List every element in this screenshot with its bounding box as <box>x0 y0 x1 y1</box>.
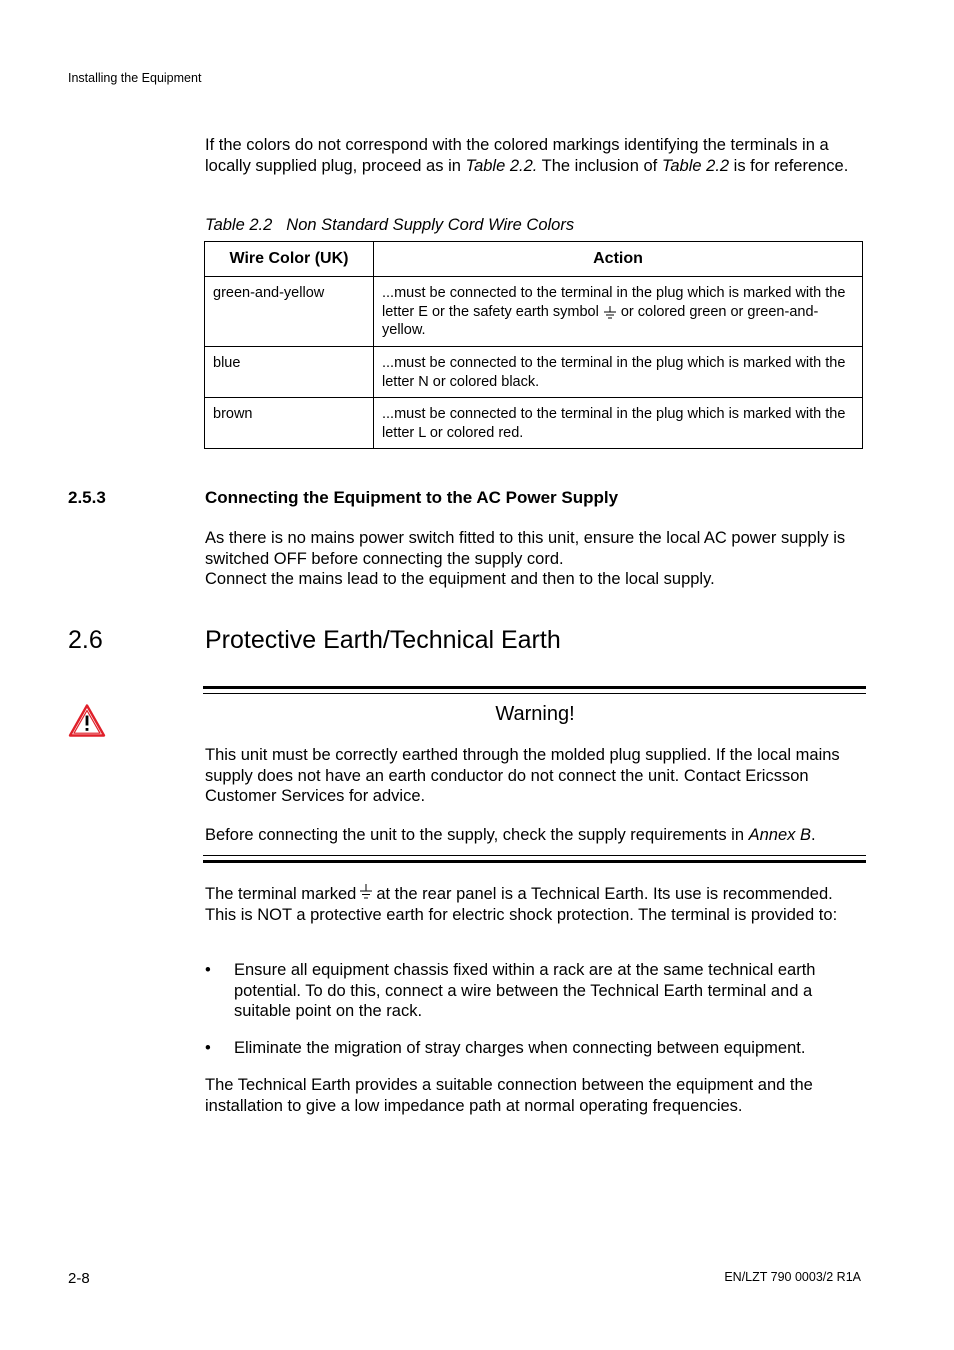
safety-earth-icon <box>603 305 617 319</box>
warning-bottom-rule <box>203 860 866 863</box>
intro-text: is for reference. <box>729 156 849 175</box>
technical-earth-text: at the rear panel is a Technical Earth. Its use is recommended. This is NOT a protective earth for electric shock protection. The terminal is provided to: <box>205 885 838 924</box>
warning-bottom-rule-thin <box>203 855 866 856</box>
warning-text: . <box>810 826 816 844</box>
column-header-action: Action <box>374 242 863 277</box>
table-reference: Table 2.2. <box>465 156 538 175</box>
technical-earth-text: The terminal marked <box>205 885 357 903</box>
document-id: EN/LZT 790 0003/2 R1A <box>724 1270 861 1284</box>
warning-text: Before connecting the unit to the supply, check the supply requirements in <box>205 826 749 844</box>
section-number: 2.6 <box>68 626 103 654</box>
closing-paragraph: The Technical Earth provides a suitable connection between the equipment and the installation to give a low impedance path at normal operating frequencies. <box>205 1076 813 1115</box>
table-row <box>205 277 863 347</box>
table-header-row <box>205 242 863 277</box>
intro-paragraph <box>205 135 865 176</box>
section-number: 2.5.3 <box>68 488 106 507</box>
list-item <box>205 1038 865 1059</box>
wire-color-cell: brown <box>205 398 374 449</box>
power-supply-text: Connect the mains lead to the equipment and then to the local supply. <box>205 570 715 588</box>
bullet-marker: • <box>205 1038 211 1057</box>
warning-triangle-icon <box>68 703 106 738</box>
table-row <box>205 347 863 398</box>
power-supply-text: As there is no mains power switch fitted to this unit, ensure the local AC power supply is switched OFF before connecting the supply cord. <box>205 529 846 568</box>
page-number: 2-8 <box>68 1270 90 1287</box>
wire-color-cell: blue <box>205 347 374 398</box>
bullet-marker: • <box>205 961 211 979</box>
column-header-wire-color: Wire Color (UK) <box>205 242 374 277</box>
annex-reference: Annex B <box>748 826 811 844</box>
technical-earth-paragraph <box>205 883 865 925</box>
table-caption-title: Non Standard Supply Cord Wire Colors <box>286 216 575 234</box>
running-header: Installing the Equipment <box>68 71 202 85</box>
table-caption-label: Table 2.2 <box>205 216 273 234</box>
power-supply-paragraph <box>205 528 865 590</box>
warning-top-rule <box>203 686 866 689</box>
table-caption <box>205 216 574 235</box>
action-cell <box>374 277 863 347</box>
table-row <box>205 398 863 449</box>
warning-top-rule-thin <box>203 693 866 694</box>
section-heading: Connecting the Equipment to the AC Power Supply <box>205 488 619 507</box>
list-item-text: Ensure all equipment chassis fixed within a rack are at the same technical earth potential. To do this, connect a wire between the Technical Earth terminal and a suitable point on the rack. <box>234 961 816 1020</box>
wire-color-cell: green-and-yellow <box>205 277 374 347</box>
table-reference: Table 2.2 <box>661 156 730 175</box>
warning-title: Warning! <box>495 703 575 725</box>
section-heading: Protective Earth/Technical Earth <box>205 626 561 654</box>
technical-earth-icon <box>358 883 374 901</box>
list-item-text: Eliminate the migration of stray charges when connecting between equipment. <box>234 1038 806 1057</box>
warning-paragraph <box>205 825 865 846</box>
warning-paragraph: This unit must be correctly earthed through the molded plug supplied. If the local mains supply does not have an earth conductor do not connect the unit. Contact Ericsson Customer Services for advice. <box>205 746 840 805</box>
action-text: or colored green or green-and-yellow. <box>382 303 819 338</box>
intro-text: The inclusion of <box>537 156 662 175</box>
action-text: ...must be connected to the terminal in the plug which is marked with the letter E or the safety earth symbol <box>382 285 846 320</box>
action-cell: ...must be connected to the terminal in the plug which is marked with the letter N or colored black. <box>374 347 863 398</box>
wire-color-table <box>204 241 863 449</box>
action-cell: ...must be connected to the terminal in the plug which is marked with the letter L or colored red. <box>374 398 863 449</box>
intro-text: If the colors do not correspond with the colored markings identifying the terminals in a locally supplied plug, proceed as in <box>205 136 829 175</box>
bullet-list <box>205 960 865 1074</box>
list-item <box>205 960 865 1022</box>
